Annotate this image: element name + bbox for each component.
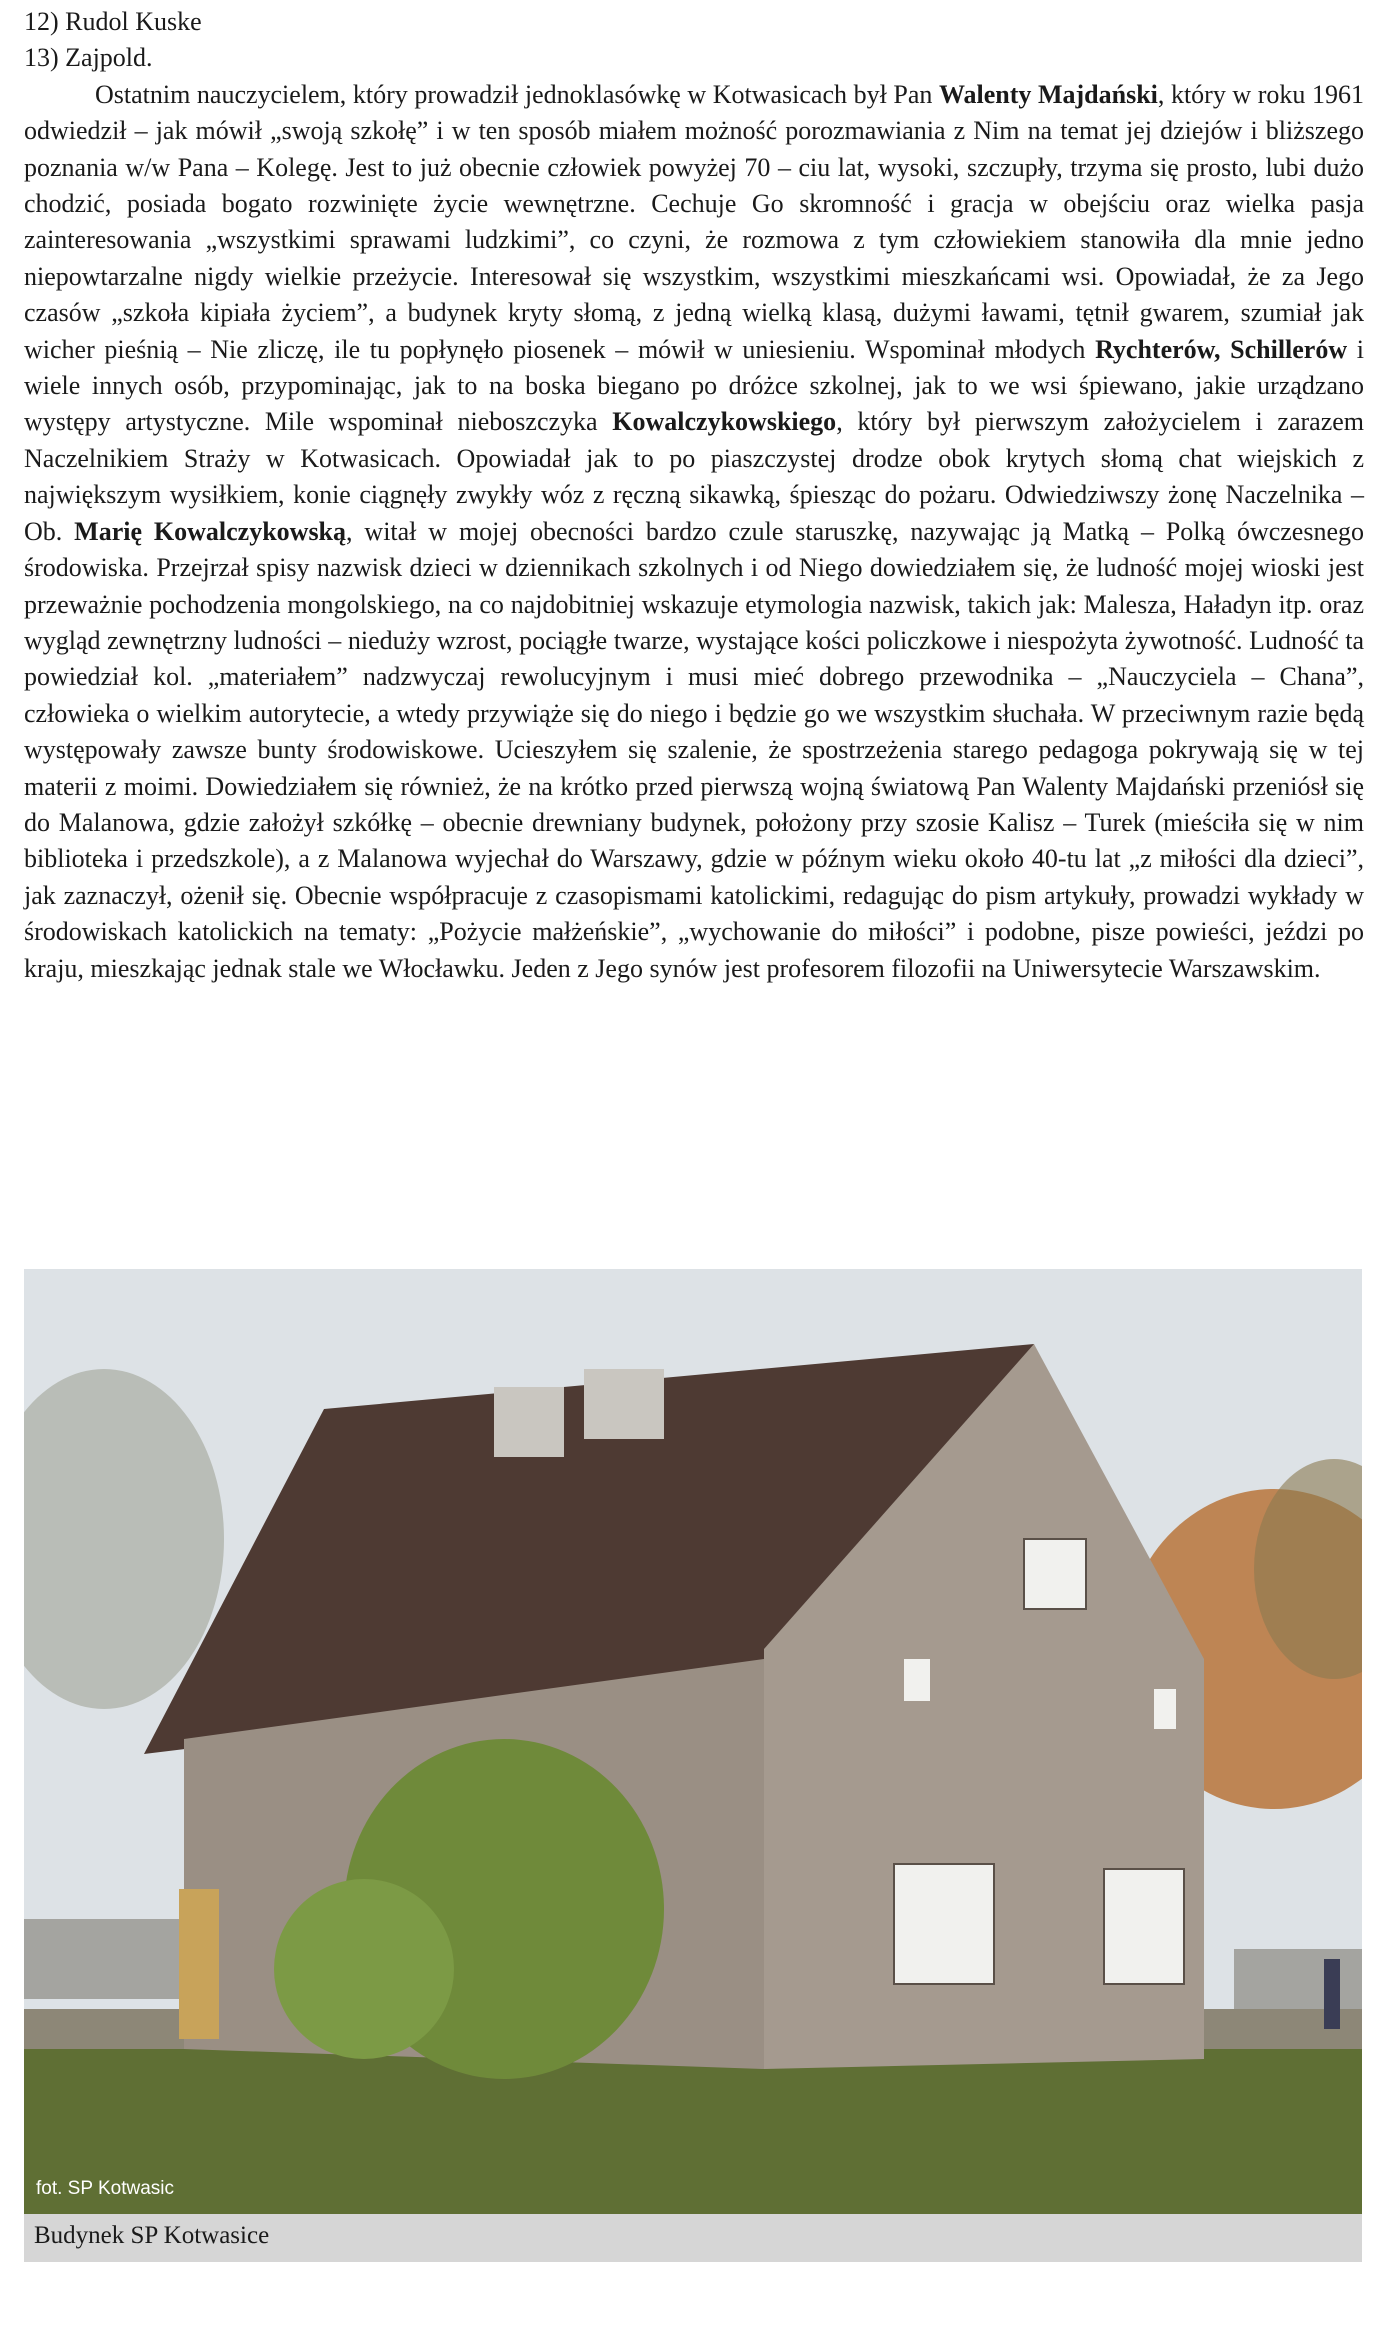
small-window-2: [1154, 1689, 1176, 1729]
person: [1324, 1959, 1340, 2029]
door: [179, 1889, 219, 2039]
school-building-photo: [24, 1269, 1362, 2214]
chimney-right: [584, 1369, 664, 1439]
body-text-span: , witał w mojej obecności bardzo czule staruszkę, nazywając ją Matką – Polką ówczesnego środowiska. Przejrzał spisy nazwisk dzieci w dziennikach szkolnych i od Niego dowiedziałem się, że ludność mojej wioski jest przeważnie pochodzenia mongolskiego, na co najdobitniej wskazuje etymologia nazwisk, takich jak: Malesza, Haładyn itp. oraz wygląd zewnętrzny ludności – nieduży wzrost, pociągłe twarze, wystające kości policzkowe i niespożyta żywotność. Ludność ta powiedział kol. „materiałem” nadzwyczaj rewolucyjnym i musi mieć dobrego przewodnika – „Nauczyciela – Chana”, człowieka o wielkim autorytecie, a wtedy przywiąże się do niego i będzie go we wszystkim słuchała. W przeciwnym razie będą występowały zawsze bunty środowiskowe. Ucieszyłem się szalenie, że spostrzeżenia starego pedagoga pokrywają się w tej materii z moimi. Dowiedziałem się również, że na krótko przed pierwszą wojną światową Pan Walenty Majdański przeniósł się do Malanowa, gdzie założył szkółkę – obecnie drewniany budynek, położony przy szosie Kalisz – Turek (mieściła się w nim biblioteka i przedszkole), a z Malanowa wyjechał do Warszawy, gdzie w późnym wieku około 40-tu lat „z miłości dla dzieci”, jak zaznaczył, ożenił się. Obecnie współpracuje z czasopismami katolickimi, redagując do pism artykuły, prowadzi wykłady w środowiskach katolickich na tematy: „Pożycie małżeńskie”, „wychowanie do miłości” i podobne, pisze powieści, jeździ po kraju, mieszkając jednak stale we Włocławku. Jeden z Jego synów jest profesorem filozofii na Uniwersytecie Warszawskim.: [24, 516, 1365, 983]
attic-window: [1024, 1539, 1086, 1609]
body-text-span: i wiele innych osób, przypominając, jak to na boska biegano po dróżce szkolnej, jak to we wsi śpiewano, jakie urządzano występy artystyczne. Mile wspominał nieboszczyka: [24, 334, 1364, 437]
body-text-span: , który był pierwszym założycielem i zarazem Naczelnikiem Straży w Kotwasicach. Opowiadał jak to po piaszczystej drodze obok krytych słomą chat wiejskich z największym wysiłkiem, konie ciągnęły zwykły wóz z ręczną sikawką, śpiesząc do pożaru. Odwiedziwszy żonę Naczelnika – Ob.: [24, 407, 1364, 546]
ground-window-1: [894, 1864, 994, 1984]
house-illustration: [24, 1269, 1362, 2214]
photo-credit: fot. SP Kotwasic: [36, 2178, 174, 2199]
body-text-span: , który w roku 1961 odwiedził – jak mówił „swoją szkołę” i w ten sposób miałem możność porozmawiania z Nim na temat jej dziejów i bliższego poznania w/w Pana – Kolegę. Jest to już obecnie człowiek powyżej 70 – ciu lat, wysoki, szczupły, trzyma się prosto, lubi dużo chodzić, posiada bogato rozwinięte życie wewnętrzne. Cechuje Go skromność i gracja w obejściu oraz wielka pasja zainteresowania „wszystkimi sprawami ludzkimi”, co czyni, że rozmowa z tym człowiekiem stanowiła dla mnie jedno niepowtarzalne nigdy wielkie przeżycie. Interesował się wszystkim, wszystkimi mieszkańcami wsi. Opowiadał, że za Jego czasów „szkoła kipiała życiem”, a budynek kryty słomą, z jedną wielką klasą, dużymi ławami, tętnił gwarem, szumiał jak wicher pieśnią – Nie zliczę, ile tu popłynęło piosenek – mówił w uniesieniu. Wspominał młodych: [24, 79, 1364, 364]
document-text: [24, 4, 1364, 987]
body-text-span: Ostatnim nauczycielem, który prowadził jednoklasówkę w Kotwasicach był Pan: [95, 79, 939, 109]
shrub-small: [274, 1879, 454, 2059]
name-walenty-majdanski: Walenty Majdański: [938, 79, 1158, 109]
small-window-1: [904, 1659, 930, 1701]
chimney-left: [494, 1387, 564, 1457]
name-marie-kowalczykowska: Marię Kowalczykowską: [74, 516, 347, 546]
list-item-12: 12) Rudol Kuske: [24, 7, 202, 36]
photo-caption-bar: [24, 2214, 1362, 2262]
photo-caption: Budynek SP Kotwasice: [34, 2222, 270, 2249]
list-item-13: 13) Zajpold.: [24, 43, 153, 73]
ground-window-2: [1104, 1869, 1184, 1984]
name-kowalczykowskiego: Kowalczykowskiego: [612, 407, 837, 437]
name-rychterow-schillerow: Rychterów, Schillerów: [1095, 334, 1348, 364]
body-paragraph: [24, 77, 1364, 987]
fence-left: [24, 1919, 204, 1999]
fence-right: [1234, 1949, 1362, 2009]
